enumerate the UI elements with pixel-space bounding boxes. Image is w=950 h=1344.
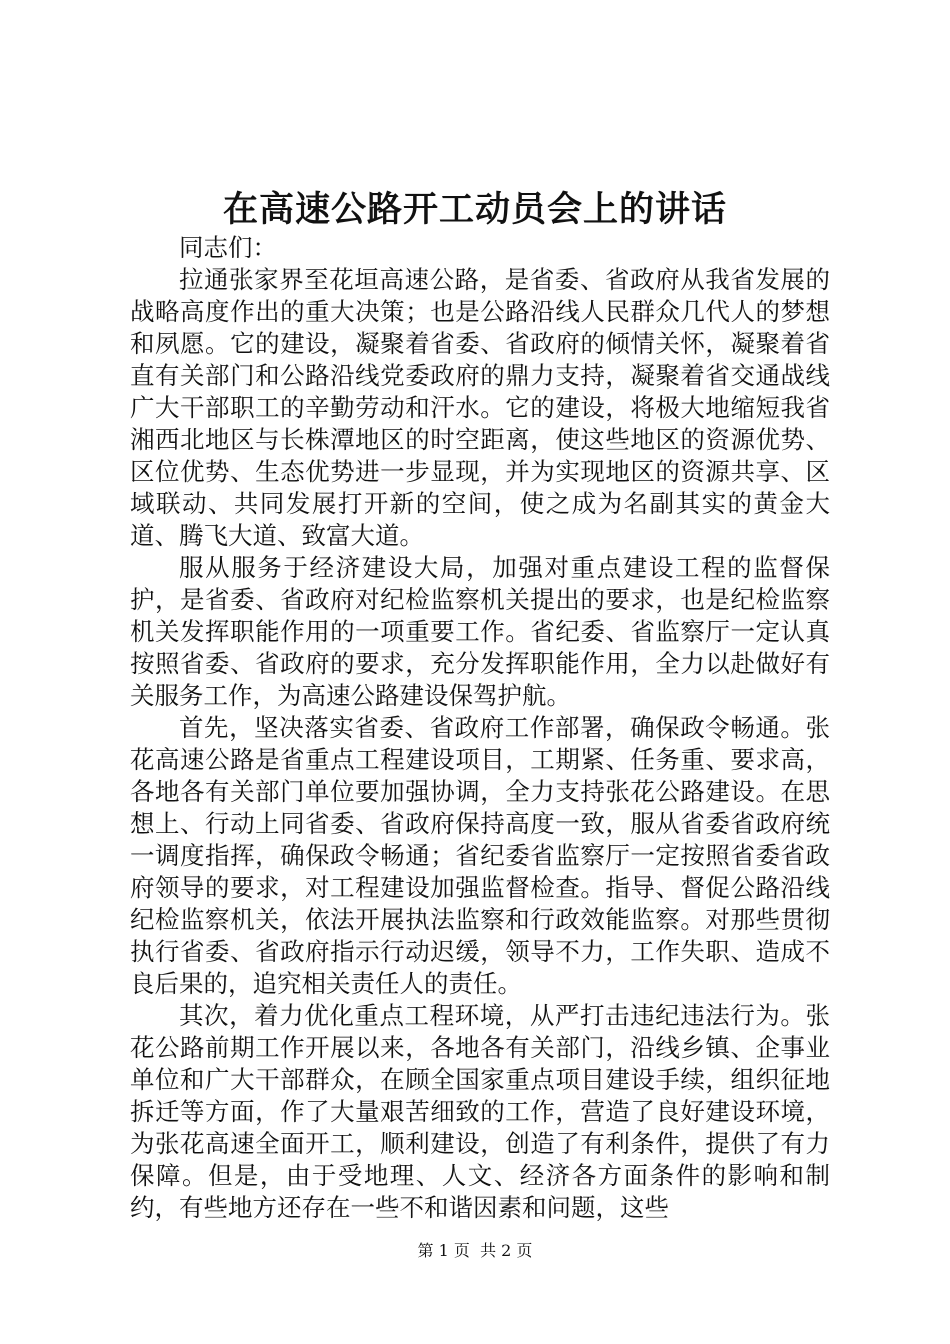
page-footer — [0, 1240, 950, 1262]
salutation: 同志们： — [179, 233, 277, 262]
paragraph-3: 首先，坚决落实省委、省政府工作部署，确保政令畅通。张花高速公路是省重点工程建设项目，工期紧、任务重、要求高，各地各有关部门单位要加强协调，全力支持张花公路建设。在思想上、行动上同省委、省政府保持高度一致，服从省委省政府统一调度指挥，确保政令畅通；省纪委省监察厅一定按照省委省政府领导的要求，对工程建设加强监督检查。指导、督促公路沿线纪检监察机关，依法开展执法监察和行政效能监察。对那些贯彻执行省委、省政府指示行动迟缓，领导不力，工作失职、造成不良后果的，追究相关责任人的责任。 — [130, 713, 830, 998]
page-total: 共 2 页 — [480, 1241, 533, 1260]
paragraph-1: 拉通张家界至花垣高速公路，是省委、省政府从我省发展的战略高度作出的重大决策；也是公路沿线人民群众几代人的梦想和夙愿。它的建设，凝聚着省委、省政府的倾情关怀，凝聚着省直有关部门和公路沿线党委政府的鼎力支持，凝聚着省交通战线广大干部职工的辛勤劳动和汗水。它的建设，将极大地缩短我省湘西北地区与长株潭地区的时空距离，使这些地区的资源优势、区位优势、生态优势进一步显现，并为实现地区的资源共享、区域联动、共同发展打开新的空间，使之成为名副其实的黄金大道、腾飞大道、致富大道。 — [130, 265, 830, 550]
document-body — [130, 232, 830, 1224]
document-title: 在高速公路开工动员会上的讲话 — [222, 189, 727, 230]
paragraph-2: 服从服务于经济建设大局，加强对重点建设工程的监督保护，是省委、省政府对纪检监察机关提出的要求，也是纪检监察机关发挥职能作用的一项重要工作。省纪委、省监察厅一定认真按照省委、省政府的要求，充分发挥职能作用，全力以赴做好有关服务工作，为高速公路建设保驾护航。 — [130, 553, 830, 710]
page-number: 第 1 页 — [417, 1241, 470, 1260]
paragraph-4: 其次，着力优化重点工程环境，从严打击违纪违法行为。张花公路前期工作开展以来，各地各有关部门，沿线乡镇、企事业单位和广大干部群众，在顾全国家重点项目建设手续，组织征地拆迁等方面，作了大量艰苦细致的工作，营造了良好建设环境，为张花高速全面开工，顺利建设，创造了有利条件，提供了有力保障。但是，由于受地理、人文、经济各方面条件的影响和制约，有些地方还存在一些不和谐因素和问题，这些 — [130, 1001, 830, 1222]
